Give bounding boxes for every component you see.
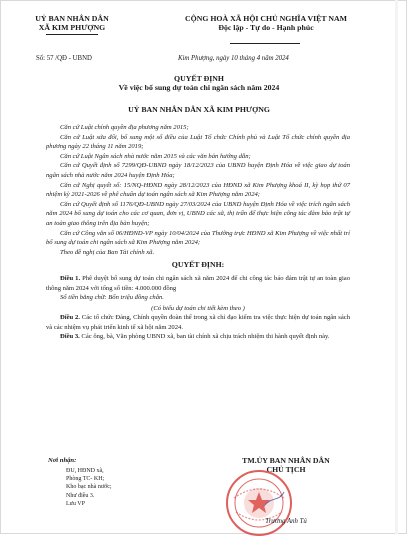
document-number: Số: 57 /QĐ - UBND [36,55,92,62]
title-line-1: QUYẾT ĐỊNH [174,74,224,83]
legal-basis-item: Căn cứ Quyết định số 1176/QĐ-UBND ngày 27/03/2024 của UBND huyện Định Hóa về việc trích ngân sách năm 2024 bổ sung dự toán cho các cơ quan, đơn vị, UBND các xã, thị trấn để thực hiện công tác đảm bảo trật tự an toàn giao thông trên địa bàn huyện; [46,200,350,227]
authority-heading: UỶ BAN NHÂN DÂN XÃ KIM PHƯỢNG [128,105,270,114]
page-edge [395,0,398,534]
signature-title-2: CHỦ TỊCH [266,465,306,474]
document-page [6,10,392,530]
legal-basis-item: Căn cứ Luật Ngân sách nhà nước năm 2015 và các văn bản hướng dẫn; [60,152,251,160]
article-3-label: Điều 3. [60,333,80,341]
place-date: Kim Phượng, ngày 10 tháng 4 năm 2024 [178,55,289,62]
article-2 [46,313,350,332]
legal-basis-item: Căn cứ Luật sửa đổi, bổ sung một số điều của Luật Tổ chức Chính phủ và Luật Tổ chức chính quyền địa phương ngày 22 tháng 11 năm 2019; [46,133,350,151]
motto: Độc lập - Tự do - Hạnh phúc [218,23,314,32]
title-line-2: Về việc bổ sung dự toán chi ngân sách năm 2024 [118,83,280,92]
article-3-text: Các ông, bà, Văn phòng UBND xã, ban tài chính xã chịu trách nhiệm thi hành quyết định này. [79,333,330,341]
legal-basis-item: Căn cứ Công văn số 06/HĐND-VP ngày 10/04/2024 của Thường trực HĐND xã Kim Phượng về việc nhất trí bổ sung dự toán chi ngân sách xã Kim Phượng năm 2024; [46,229,350,247]
org-line-1: UỶ BAN NHÂN DÂN [35,14,109,23]
article-1 [46,274,350,293]
org-underline [46,34,98,35]
attachment-note: (Có biểu dự toán chi tiết kèm theo ) [151,304,245,312]
legal-basis-item: Căn cứ Luật chính quyền địa phương năm 2015; [60,124,189,131]
decision-heading: QUYẾT ĐỊNH: [171,260,225,270]
article-2-text: Các tổ chức Đảng, Chính quyền đoàn thể trong xã chỉ đạo kiểm tra việc thực hiện dự toán ngân sách và các nhiệm vụ phát triển kinh tế xã hội năm 2024. [46,314,351,331]
motto-underline [230,43,300,44]
recipient-item: ĐU, HĐND xã, [66,468,104,474]
legal-basis-item: Căn cứ Quyết định số 7299/QĐ-UBND ngày 18/12/2023 của UBND huyện Định Hóa về việc giao dự toán ngân sách nhà nước năm 2024 huyện Định Hóa; [46,162,350,179]
country-name: CỘNG HOÀ XÃ HỘI CHỦ NGHĨA VIỆT NAM [185,14,347,23]
official-seal-icon [224,468,294,538]
org-line-2: XÃ KIM PHƯỢNG [38,23,106,32]
signer-name: Trương Anh Tú [265,518,307,525]
document-header [6,14,392,48]
recipients-list [66,467,112,508]
article-3 [46,332,350,342]
legal-basis-item: Theo đề nghị của Ban Tài chính xã. [60,248,155,256]
recipient-item: Kho bạc nhà nước; [66,484,112,491]
national-motto [146,14,386,32]
issuing-organization [12,14,132,32]
amount-in-words: Số tiền bằng chữ: Bốn triệu đồng chẵn. [60,294,164,302]
recipient-item: Phòng TC- KH; [66,476,105,483]
article-2-label: Điều 2. [60,314,80,322]
recipient-item: Lưu VP [66,500,85,507]
document-title [6,74,392,92]
recipient-item: Như điều 3. [66,492,95,499]
signature-title-1: TM.ỦY BAN NHÂN DÂN [242,456,330,465]
article-1-label: Điều 1. [60,274,81,282]
article-1-text: Phê duyệt bổ sung dự toán chi ngân sách xã năm 2024 để chi công tác bảo đảm trật tự an toàn giao thông năm 2024 với tổng số tiền: 4.000.000 đồng [46,274,351,292]
legal-basis-item: Căn cứ Nghị quyết số: 15/NQ-HĐND ngày 28/12/2023 của HĐND xã Kim Phượng khoá II, kỳ họp thứ 07 nhiệm kỳ 2021-2026 về phê chuẩn dự toán ngân sách xã Kim Phượng năm 2024; [46,181,350,199]
document-body [46,123,350,342]
recipients-heading: Nơi nhận: [48,457,77,464]
